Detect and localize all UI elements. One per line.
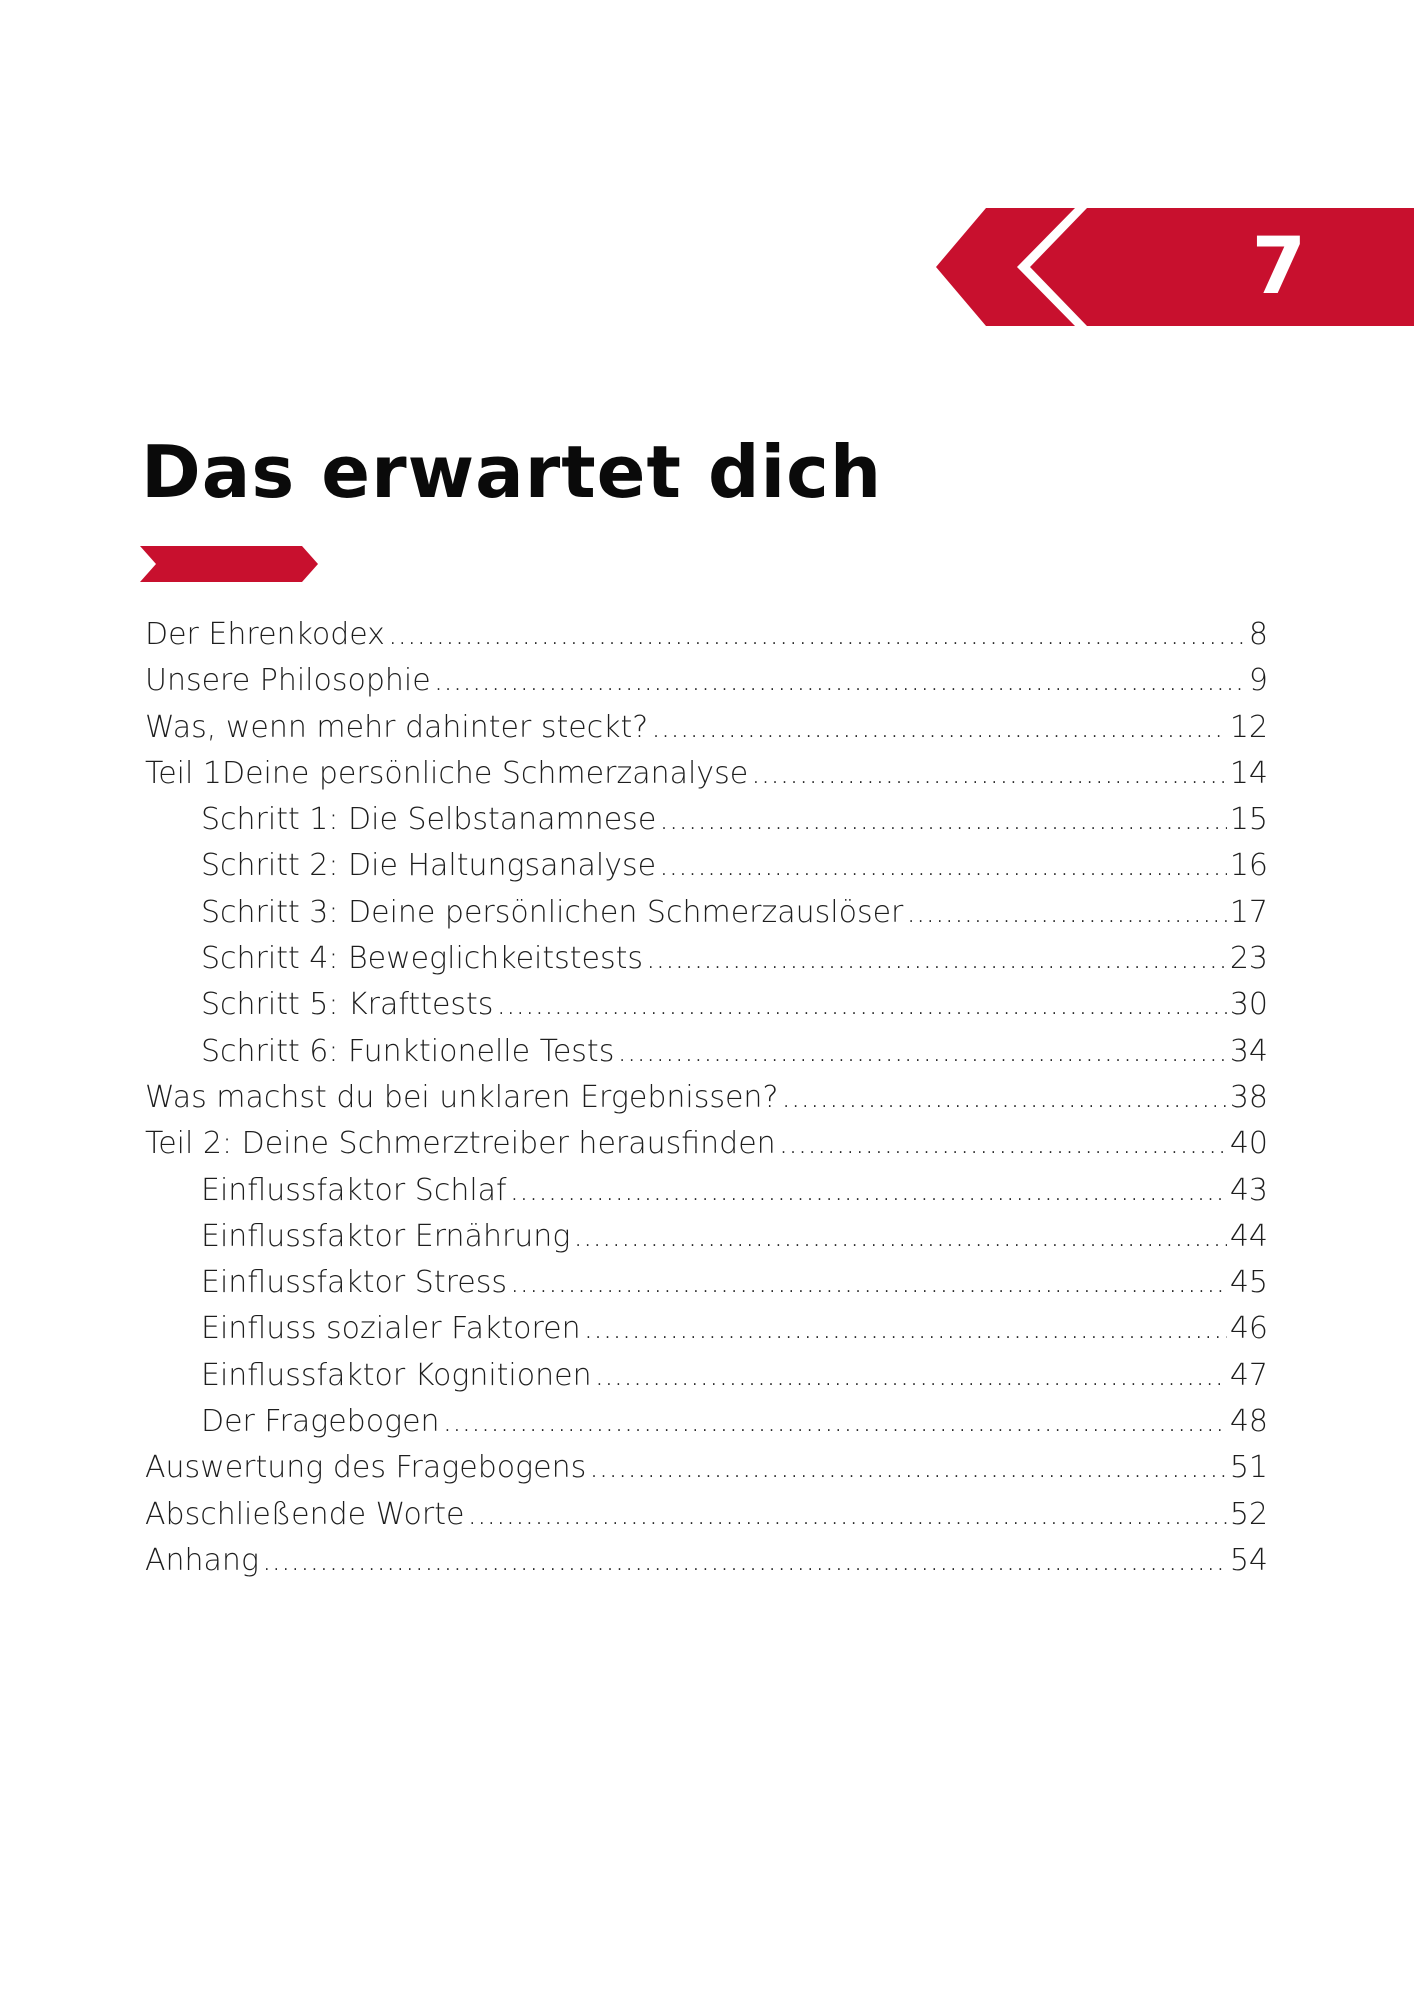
toc-entry-title: Schritt 5: Krafttests <box>201 987 494 1023</box>
toc-dot-leader <box>589 1450 1227 1485</box>
toc-dot-leader <box>781 1080 1226 1115</box>
toc-entry-title: Teil 2: Deine Schmerztreiber herausfinden <box>145 1126 776 1162</box>
chevron-left-icon <box>936 207 1414 327</box>
toc-entry-title: Einflussfaktor Schlaf <box>201 1172 507 1208</box>
table-of-contents <box>145 617 1268 1589</box>
toc-entry[interactable] <box>145 1543 1268 1589</box>
toc-dot-leader <box>779 1126 1227 1161</box>
toc-entry[interactable] <box>145 1497 1268 1543</box>
toc-dot-leader <box>443 1404 1227 1439</box>
toc-entry-title: Schritt 3: Deine persönlichen Schmerzauslöser <box>201 894 904 930</box>
toc-dot-leader <box>617 1034 1226 1069</box>
toc-entry-page: 17 <box>1229 894 1268 930</box>
toc-dot-leader <box>510 1173 1227 1208</box>
title-accent-arrow <box>140 546 320 582</box>
toc-entry[interactable] <box>145 1219 1268 1265</box>
toc-dot-leader <box>595 1358 1227 1393</box>
toc-dot-leader <box>659 802 1227 837</box>
toc-entry[interactable] <box>145 710 1268 756</box>
toc-entry-title: Einflussfaktor Ernährung <box>201 1218 571 1254</box>
toc-entry-page: 43 <box>1229 1172 1268 1208</box>
toc-entry-page: 46 <box>1229 1311 1268 1347</box>
toc-entry[interactable] <box>145 1080 1268 1126</box>
toc-entry-title: Der Ehrenkodex <box>145 617 385 652</box>
toc-entry-page: 48 <box>1229 1404 1268 1440</box>
toc-entry-title: Schritt 2: Die Haltungsanalyse <box>201 848 657 884</box>
toc-dot-leader <box>646 941 1227 976</box>
toc-entry[interactable] <box>145 663 1268 709</box>
toc-entry-page: 40 <box>1229 1126 1268 1162</box>
toc-entry-page: 47 <box>1229 1357 1268 1393</box>
toc-dot-leader <box>584 1311 1227 1346</box>
toc-entry[interactable] <box>145 1404 1268 1450</box>
toc-entry-page: 52 <box>1229 1496 1268 1532</box>
page-title: Das erwartet dich <box>141 430 883 514</box>
toc-entry[interactable] <box>145 1126 1268 1172</box>
toc-entry-title: Anhang <box>145 1542 259 1578</box>
toc-dot-leader <box>496 987 1226 1022</box>
page-number-badge <box>936 207 1414 327</box>
toc-entry[interactable] <box>145 1173 1268 1219</box>
toc-entry-page: 16 <box>1229 848 1268 884</box>
toc-dot-leader <box>906 895 1226 930</box>
toc-entry-page: 45 <box>1229 1265 1268 1301</box>
toc-entry-page: 34 <box>1229 1033 1268 1069</box>
toc-entry-title: Einflussfaktor Stress <box>201 1265 507 1301</box>
toc-dot-leader <box>651 710 1227 745</box>
toc-entry-page: 30 <box>1229 987 1268 1023</box>
toc-entry[interactable] <box>145 1450 1268 1496</box>
toc-entry[interactable] <box>145 848 1268 894</box>
toc-entry-page: 54 <box>1229 1542 1268 1578</box>
toc-entry[interactable] <box>145 617 1268 663</box>
toc-entry-title: Einfluss sozialer Faktoren <box>201 1311 581 1347</box>
toc-entry[interactable] <box>145 1311 1268 1357</box>
toc-entry-page: 44 <box>1229 1218 1268 1254</box>
toc-entry-title: Was, wenn mehr dahinter steckt? <box>145 709 649 745</box>
toc-entry-title: Schritt 1: Die Selbstanamnese <box>201 802 657 838</box>
toc-entry[interactable] <box>145 941 1268 987</box>
toc-dot-leader <box>262 1543 1227 1578</box>
toc-entry-page: 15 <box>1229 802 1268 838</box>
toc-entry[interactable] <box>145 802 1268 848</box>
toc-dot-leader <box>510 1265 1227 1300</box>
toc-entry-title: Einflussfaktor Kognitionen <box>201 1357 592 1393</box>
toc-dot-leader <box>388 617 1246 652</box>
page-number: 7 <box>1251 222 1306 312</box>
toc-entry-page: 8 <box>1248 617 1268 652</box>
toc-dot-leader <box>751 756 1227 791</box>
toc-entry-page: 51 <box>1229 1450 1268 1486</box>
toc-entry-title: Der Fragebogen <box>201 1404 440 1440</box>
toc-entry[interactable] <box>145 1358 1268 1404</box>
toc-entry[interactable] <box>145 987 1268 1033</box>
toc-entry-page: 14 <box>1229 755 1268 791</box>
toc-entry-title: Abschließende Worte <box>145 1496 465 1532</box>
toc-entry-title: Unsere Philosophie <box>145 663 431 699</box>
toc-entry-title: Schritt 4: Beweglichkeitstests <box>201 941 644 977</box>
toc-entry-title: Schritt 6: Funktionelle Tests <box>201 1033 615 1069</box>
toc-entry-title: Teil 1Deine persönliche Schmerzanalyse <box>145 755 749 791</box>
toc-entry[interactable] <box>145 895 1268 941</box>
toc-entry-page: 12 <box>1229 709 1268 745</box>
toc-entry-page: 38 <box>1229 1079 1268 1115</box>
toc-dot-leader <box>434 663 1246 698</box>
toc-entry[interactable] <box>145 756 1268 802</box>
toc-entry-page: 9 <box>1248 663 1268 699</box>
toc-entry-title: Was machst du bei unklaren Ergebnissen? <box>145 1079 779 1115</box>
toc-entry-page: 23 <box>1229 941 1268 977</box>
toc-entry[interactable] <box>145 1265 1268 1311</box>
toc-dot-leader <box>573 1219 1226 1254</box>
toc-dot-leader <box>659 848 1227 883</box>
toc-entry-title: Auswertung des Fragebogens <box>145 1450 587 1486</box>
toc-dot-leader <box>467 1497 1226 1532</box>
toc-entry[interactable] <box>145 1034 1268 1080</box>
